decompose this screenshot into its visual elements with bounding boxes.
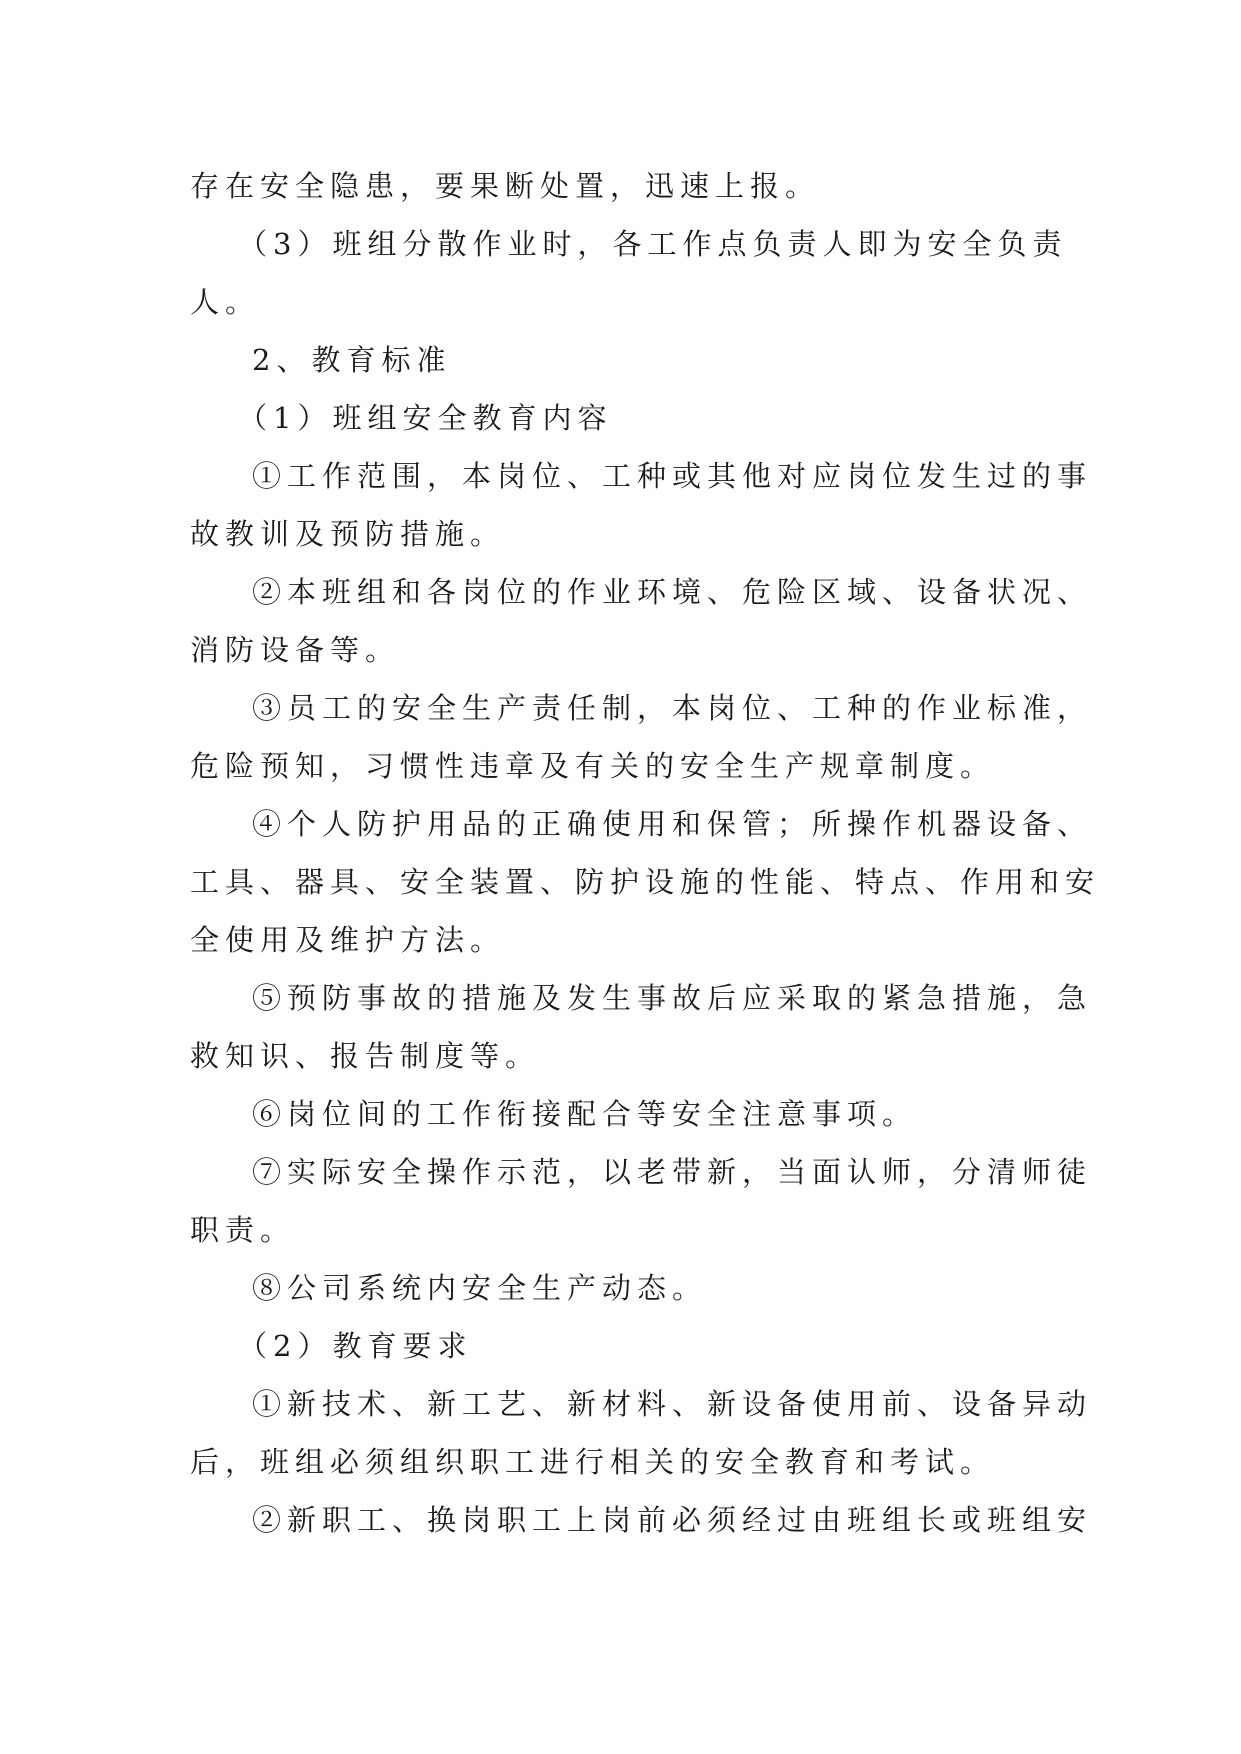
text-line-19: 职责。 [190,1213,296,1247]
text-line-22: ①新技术、新工艺、新材料、新设备使用前、设备异动 [252,1387,1093,1421]
text-line-24: ②新职工、换岗职工上岗前必须经过由班组长或班组安 [252,1503,1093,1537]
text-line-9: 消防设备等。 [190,633,401,667]
text-line-8: ②本班组和各岗位的作业环境、危险区域、设备状况、 [252,575,1093,609]
section-heading: 2、教育标准 [252,343,452,377]
text-line-1: 存在安全隐患，要果断处置，迅速上报。 [190,169,821,203]
subsection-heading-1: （1）班组安全教育内容 [238,401,613,435]
text-line-2: （3）班组分散作业时，各工作点负责人即为安全负责 [238,227,1068,261]
text-line-13: 工具、器具、安全装置、防护设施的性能、特点、作用和安 [190,865,1101,899]
text-line-10: ③员工的安全生产责任制，本岗位、工种的作业标准， [252,691,1093,725]
text-line-15: ⑤预防事故的措施及发生事故后应采取的紧急措施，急 [252,981,1093,1015]
text-line-11: 危险预知，习惯性违章及有关的安全生产规章制度。 [190,749,996,783]
text-line-7: 故教训及预防措施。 [190,517,506,551]
subsection-heading-2: （2）教育要求 [238,1329,473,1363]
text-line-23: 后，班组必须组织职工进行相关的安全教育和考试。 [190,1445,996,1479]
text-line-12: ④个人防护用品的正确使用和保管；所操作机器设备、 [252,807,1093,841]
text-line-6: ①工作范围，本岗位、工种或其他对应岗位发生过的事 [252,459,1093,493]
text-line-20: ⑧公司系统内安全生产动态。 [252,1271,708,1305]
text-line-16: 救知识、报告制度等。 [190,1039,541,1073]
text-line-18: ⑦实际安全操作示范，以老带新，当面认师，分清师徒 [252,1155,1093,1189]
text-line-17: ⑥岗位间的工作衔接配合等安全注意事项。 [252,1097,918,1131]
text-line-14: 全使用及维护方法。 [190,923,506,957]
text-line-3: 人。 [190,285,261,319]
